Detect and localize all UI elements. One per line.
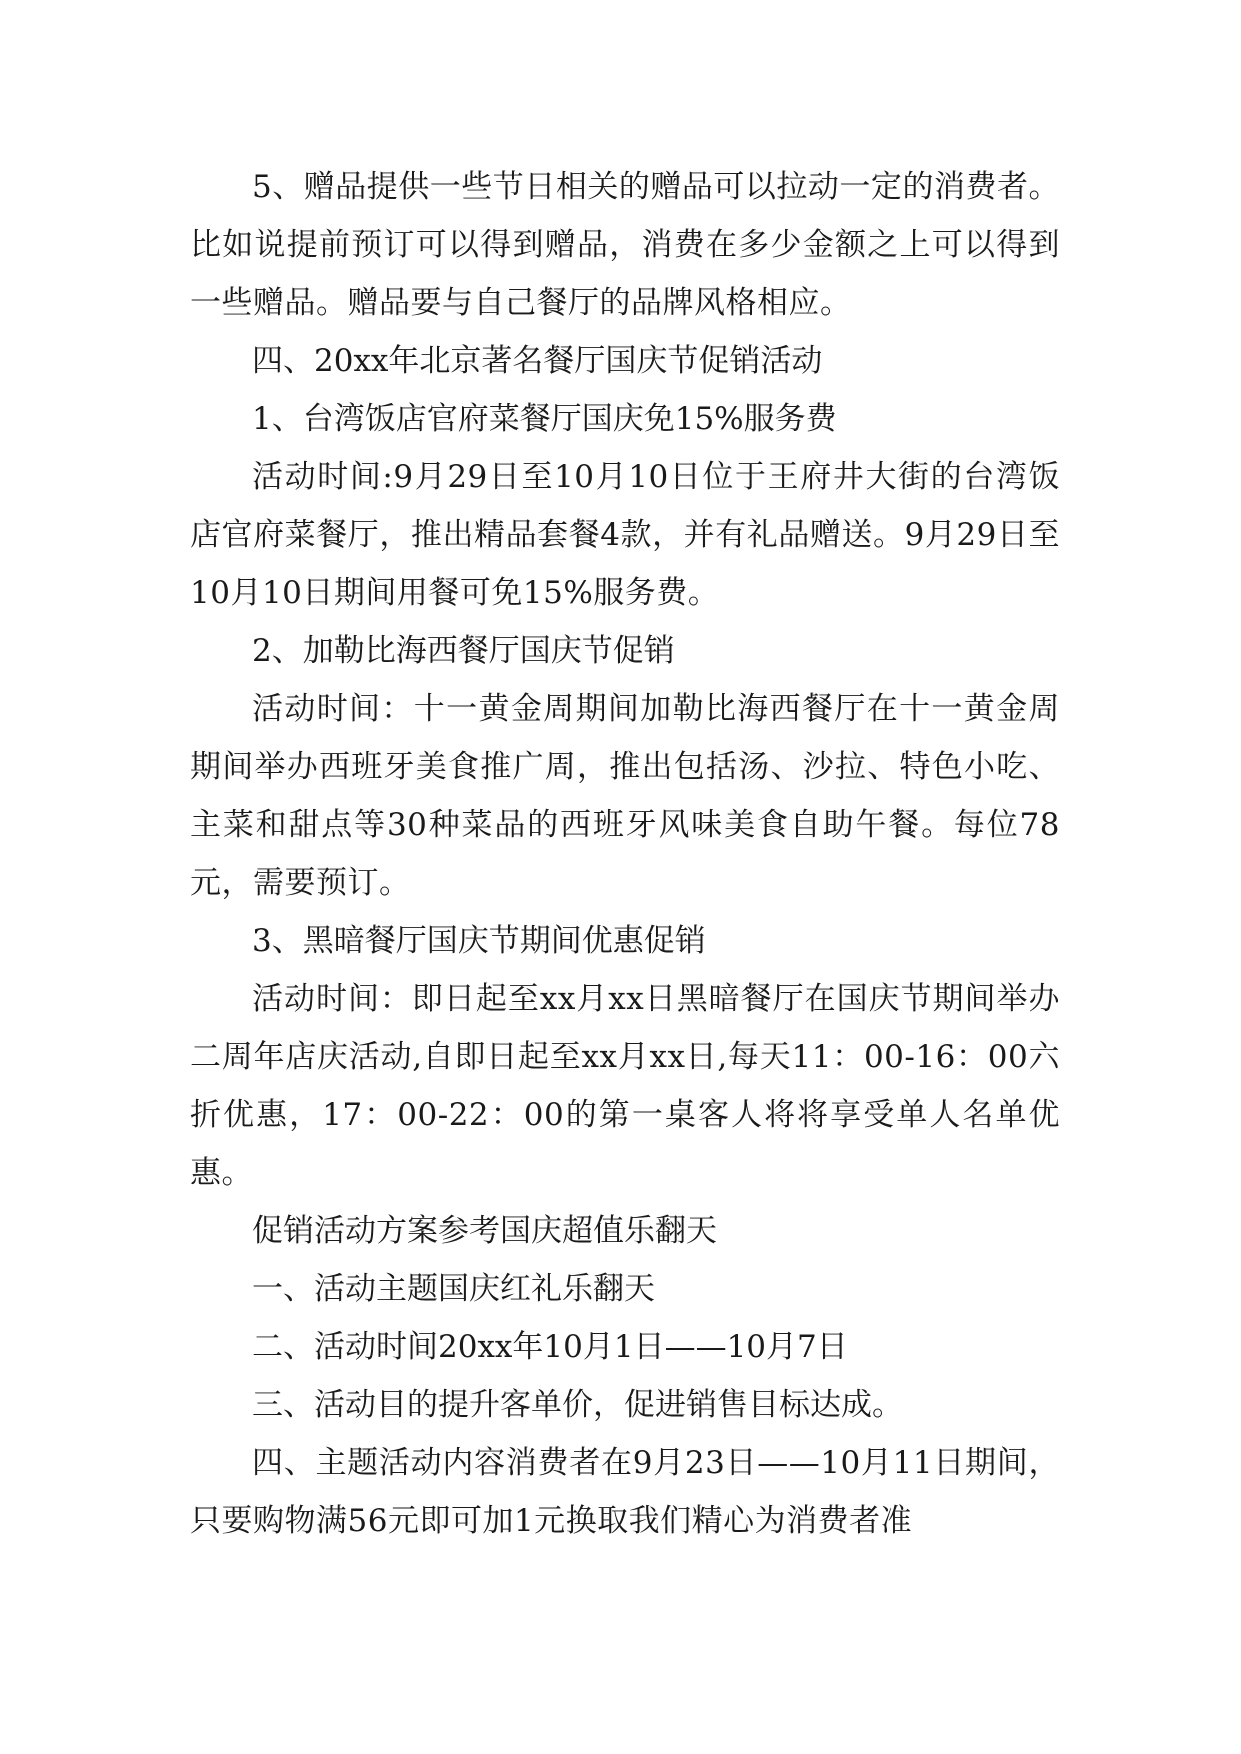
heading-dark-restaurant: 3、黑暗餐厅国庆节期间优惠促销 [252, 923, 706, 959]
heading-caribbean-restaurant: 2、加勒比海西餐厅国庆节促销 [252, 633, 675, 669]
paragraph-dark-restaurant-details: 活动时间：即日起至xx月xx日黑暗餐厅在国庆节期间举办二周年店庆活动,自即日起至xx月xx日,每天11：00-16：00六折优惠，17：00-22：00的第一桌客人将将享受单人名单优惠。 [190, 981, 1060, 1191]
item-time: 二、活动时间20xx年10月1日——10月7日 [252, 1329, 848, 1365]
document-body [190, 158, 1060, 1550]
item-goal: 三、活动目的提升客单价，促进销售目标达成。 [252, 1387, 903, 1423]
item-content: 四、主题活动内容消费者在9月23日——10月11日期间，只要购物满56元即可加1元换取我们精心为消费者准 [190, 1445, 1060, 1539]
paragraph-taiwan-hotel-details: 活动时间:9月29日至10月10日位于王府井大街的台湾饭店官府菜餐厅，推出精品套餐4款，并有礼品赠送。9月29日至10月10日期间用餐可免15%服务费。 [190, 459, 1060, 611]
item-theme: 一、活动主题国庆红礼乐翻天 [252, 1271, 655, 1307]
paragraph-gifts: 5、赠品提供一些节日相关的赠品可以拉动一定的消费者。比如说提前预订可以得到赠品，消费在多少金额之上可以得到一些赠品。赠品要与自己餐厅的品牌风格相应。 [190, 169, 1060, 321]
heading-promo-plan: 促销活动方案参考国庆超值乐翻天 [252, 1213, 717, 1249]
heading-beijing-restaurants: 四、20xx年北京著名餐厅国庆节促销活动 [252, 343, 823, 379]
paragraph-caribbean-details: 活动时间：十一黄金周期间加勒比海西餐厅在十一黄金周期间举办西班牙美食推广周，推出包括汤、沙拉、特色小吃、主菜和甜点等30种菜品的西班牙风味美食自助午餐。每位78元，需要预订。 [190, 691, 1060, 901]
heading-taiwan-hotel: 1、台湾饭店官府菜餐厅国庆免15%服务费 [252, 401, 837, 437]
